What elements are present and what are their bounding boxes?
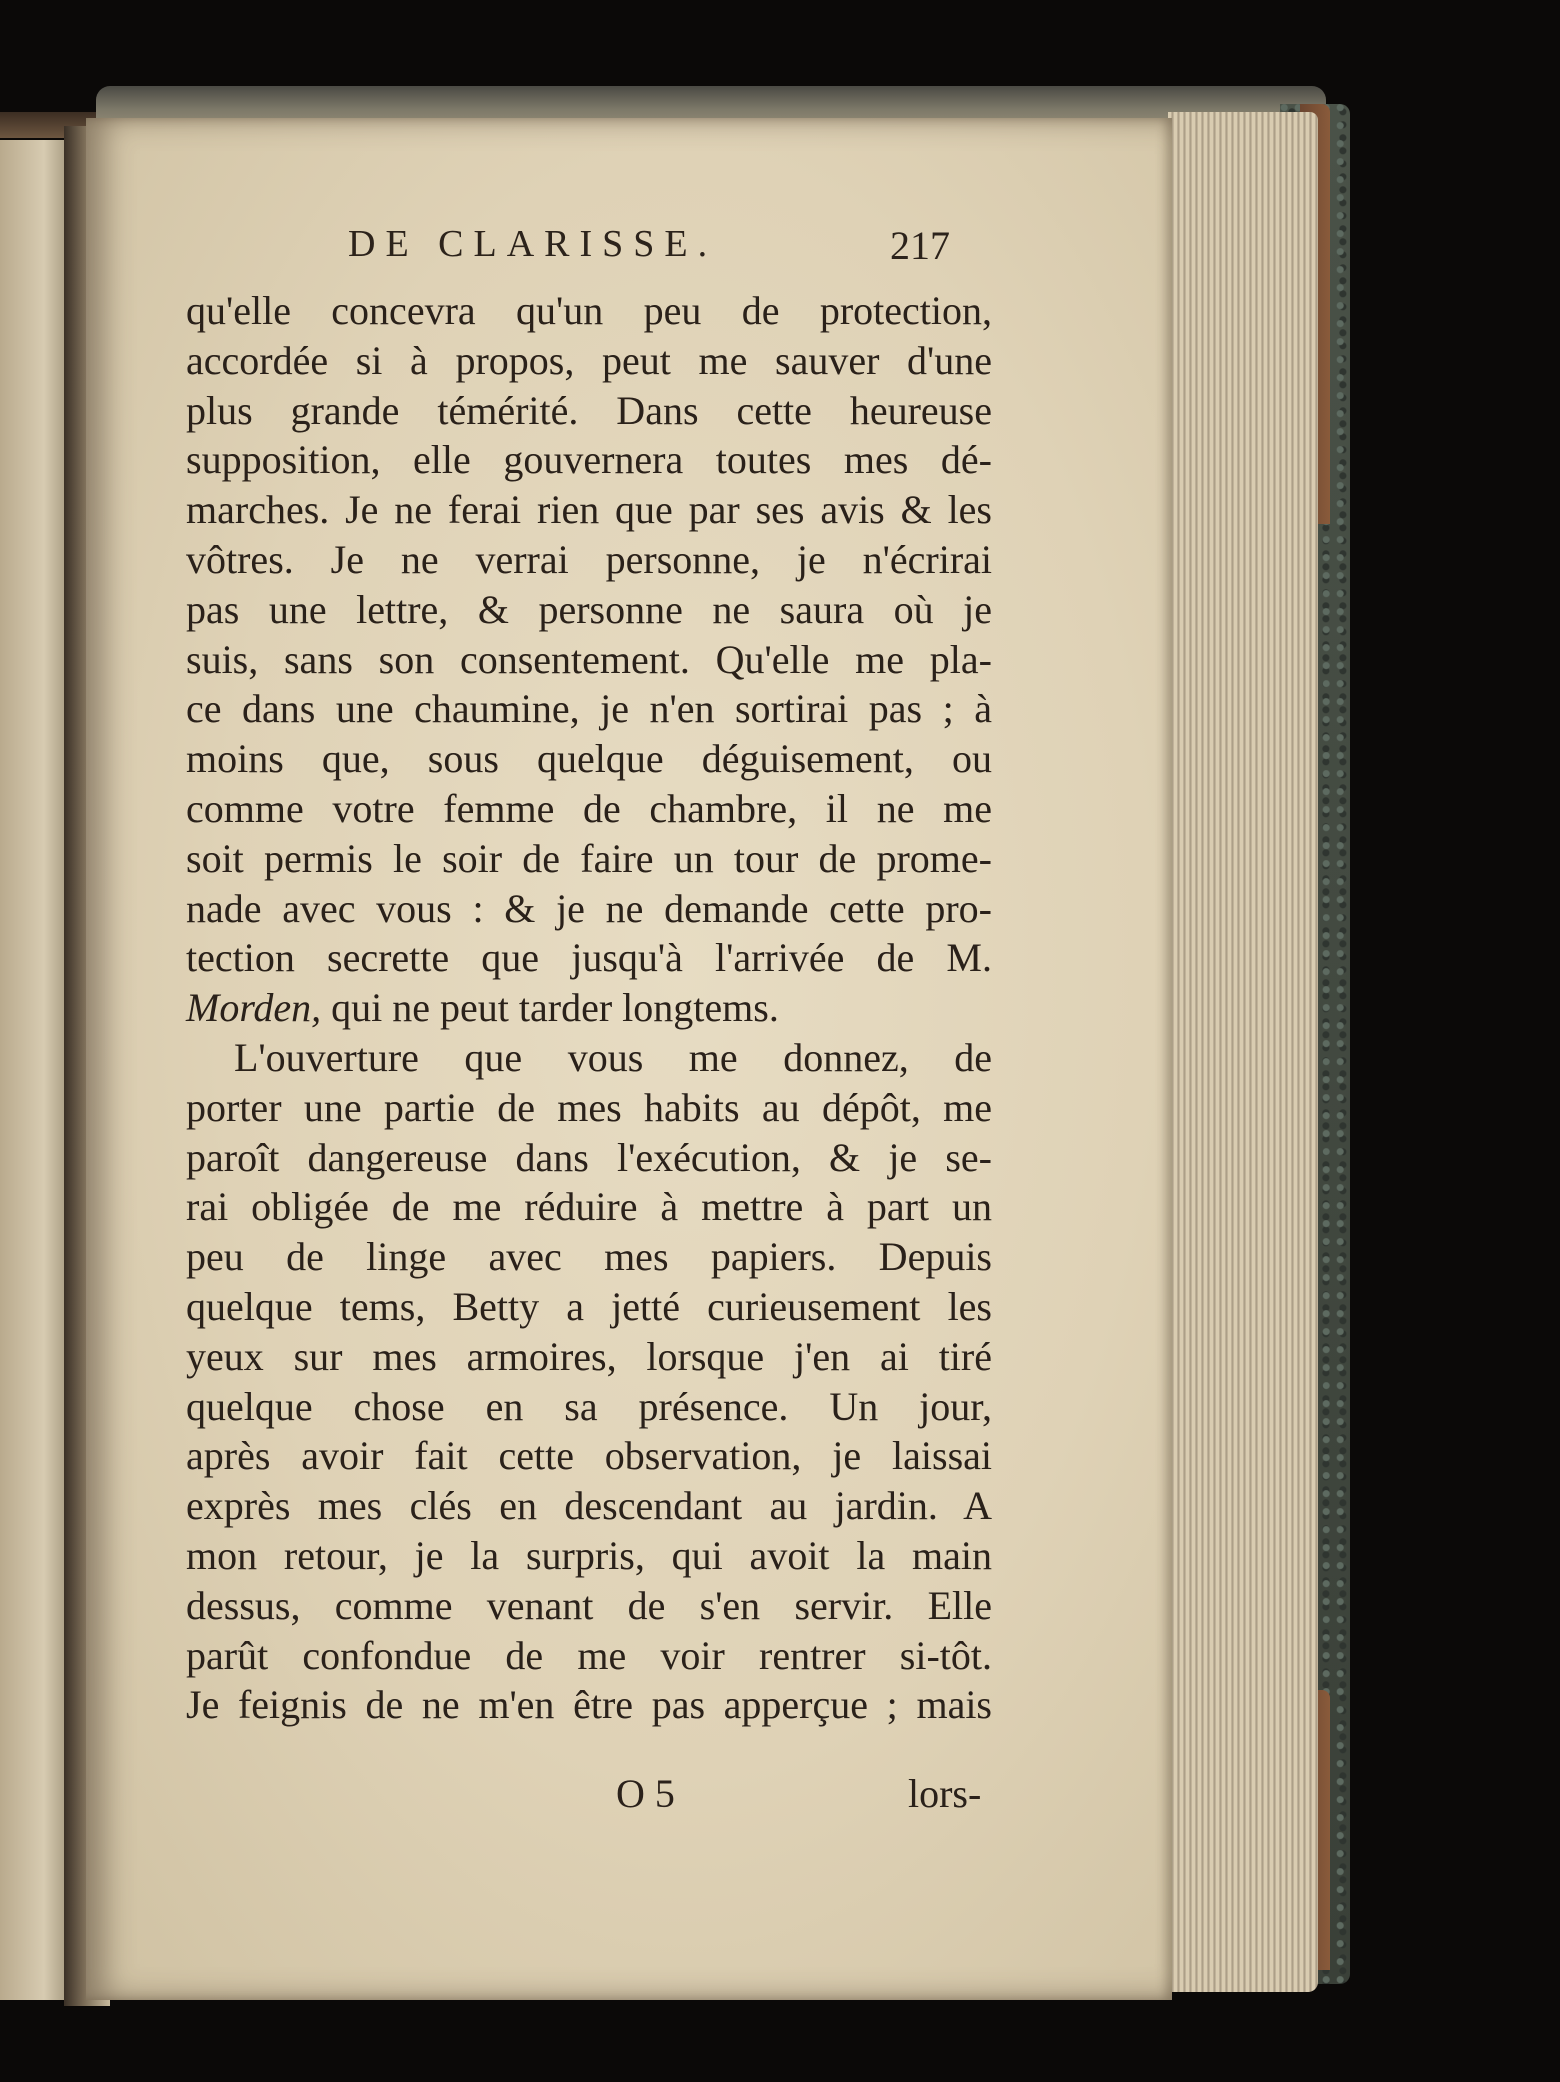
text-line: moins que, sous quelque déguisement, ou — [186, 736, 992, 782]
text-line: quelque chose en sa présence. Un jour, — [186, 1383, 992, 1429]
text-line: après avoir fait cette observation, je laissai — [186, 1433, 992, 1479]
text-line: marches. Je ne ferai rien que par ses avis & les — [186, 487, 992, 533]
text-line: rai obligée de me réduire à mettre à part un — [186, 1184, 992, 1230]
text-line: exprès mes clés en descendant au jardin. A — [186, 1483, 992, 1529]
text-line: quelque tems, Betty a jetté curieusement les — [186, 1283, 992, 1329]
text-line: yeux sur mes armoires, lorsque j'en ai tiré — [186, 1333, 992, 1379]
text-line: peu de linge avec mes papiers. Depuis — [186, 1234, 992, 1280]
text-line: dessus, comme venant de s'en servir. Elle — [186, 1582, 992, 1628]
text-line: ce dans une chaumine, je n'en sortirai pas ; à — [186, 686, 992, 732]
text-line: accordée si à propos, peut me sauver d'une — [186, 337, 992, 383]
page-number: 217 — [890, 223, 950, 268]
page-fore-edge-stack — [1168, 112, 1318, 1992]
paragraph-first-line: L'ouverture que vous me donnez, de — [234, 1034, 992, 1080]
text-line: Je feignis de ne m'en être pas apperçue ; mais — [186, 1682, 992, 1728]
text-line: suis, sans son consentement. Qu'elle me pla- — [186, 636, 992, 682]
text-line: tection secrette que jusqu'à l'arrivée de M. — [186, 935, 992, 981]
text-line: parût confondue de me voir rentrer si-tôt. — [186, 1632, 992, 1678]
text-line: comme votre femme de chambre, il ne me — [186, 785, 992, 831]
running-head: DE CLARISSE. — [348, 223, 718, 265]
body-text — [186, 286, 992, 1730]
text-line: pas une lettre, & personne ne saura où je — [186, 586, 992, 632]
text-line: nade avec vous : & je ne demande cette pro- — [186, 885, 992, 931]
signature-mark: O 5 — [616, 1771, 675, 1816]
text-line: qu'elle concevra qu'un peu de protection, — [186, 288, 992, 333]
name-morden: Morden, — [186, 985, 322, 1031]
text-line: paroît dangereuse dans l'exécution, & je se- — [186, 1134, 992, 1180]
text-line: vôtres. Je ne verrai personne, je n'écrirai — [186, 536, 992, 582]
text-line: soit permis le soir de faire un tour de prome- — [186, 835, 992, 881]
text-line: mon retour, je la surpris, qui avoit la main — [186, 1532, 992, 1578]
text-line: supposition, elle gouvernera toutes mes dé- — [186, 437, 992, 483]
catchword: lors- — [908, 1771, 982, 1816]
text-line: plus grande témérité. Dans cette heureuse — [186, 387, 992, 433]
text-fragment: qui ne peut tarder longtems. — [321, 985, 779, 1031]
text-line-with-name — [186, 983, 992, 1033]
text-line: porter une partie de mes habits au dépôt, me — [186, 1084, 992, 1130]
